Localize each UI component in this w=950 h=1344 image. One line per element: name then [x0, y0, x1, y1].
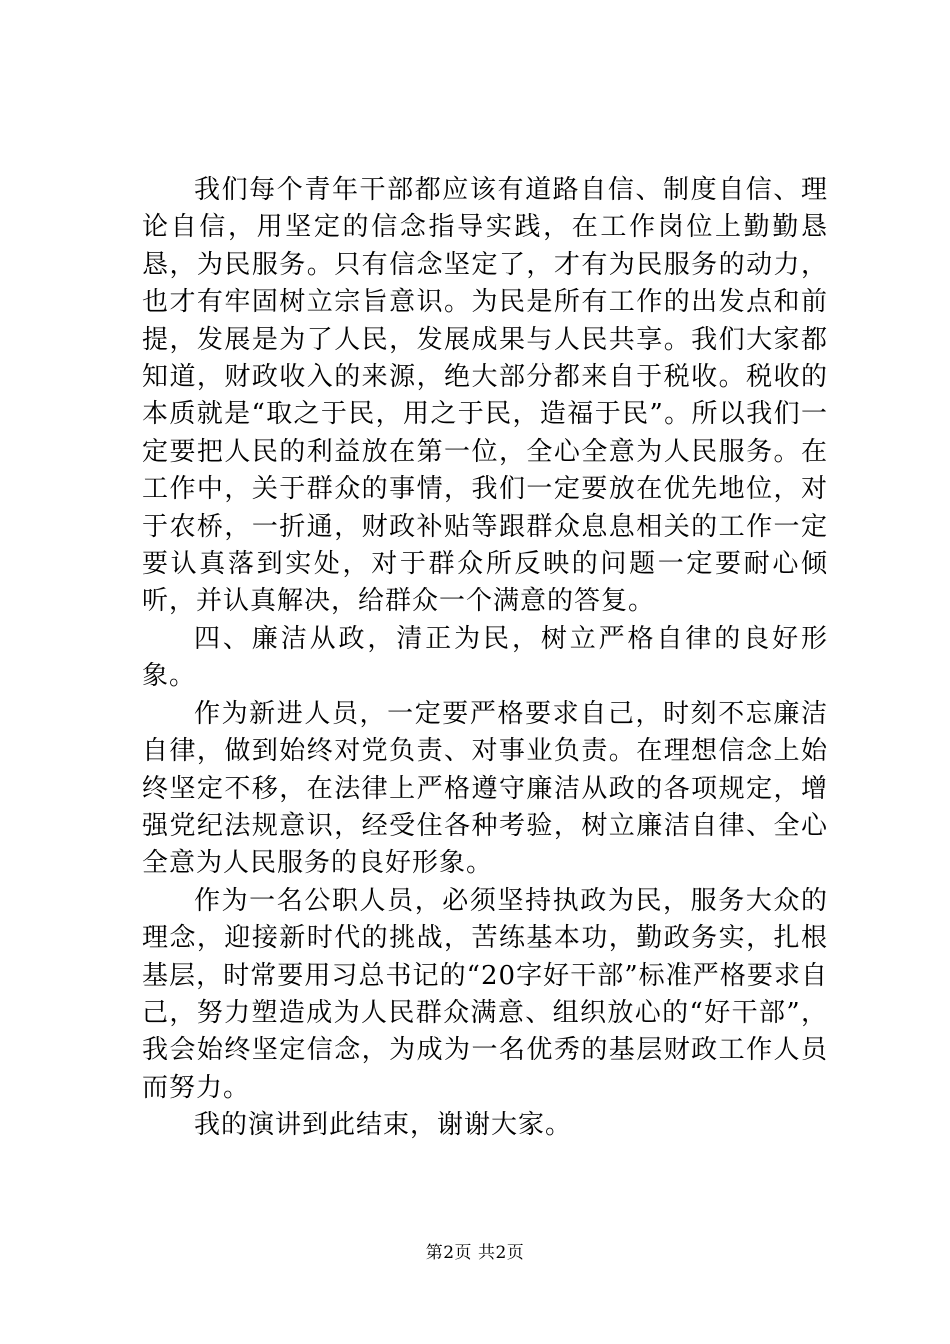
- page-footer: [0, 1242, 950, 1264]
- paragraph-closing: 我的演讲到此结束，谢谢大家。: [194, 1110, 573, 1141]
- section-heading-integrity: 四、廉洁从政，清正为民，树立严格自律的良好形象。: [142, 623, 828, 692]
- paragraph-public-servant: 作为一名公职人员，必须坚持执政为民，服务大众的理念，迎接新时代的挑战，苦练基本功，勤政务实，扎根基层，时常要用习总书记的“20字好干部”标准严格要求自己，努力塑造成为人民群众满意、组织放心的“好干部”，我会始终坚定信念，为成为一名优秀的基层财政工作人员而努力。: [142, 885, 828, 1103]
- page-number: 第2页 共2页: [425, 1243, 525, 1263]
- document-body: [142, 172, 828, 1145]
- paragraph-self-discipline: 作为新进人员，一定要严格要求自己，时刻不忘廉洁自律，做到始终对党负责、对事业负责。在理想信念上始终坚定不移，在法律上严格遵守廉洁从政的各项规定，增强党纪法规意识，经受住各种考验，树立廉洁自律、全心全意为人民服务的良好形象。: [142, 698, 828, 879]
- paragraph-service-to-people: 我们每个青年干部都应该有道路自信、制度自信、理论自信，用坚定的信念指导实践，在工作岗位上勤勤恳恳，为民服务。只有信念坚定了，才有为民服务的动力，也才有牢固树立宗旨意识。为民是所有工作的出发点和前提，发展是为了人民，发展成果与人民共享。我们大家都知道，财政收入的来源，绝大部分都来自于税收。税收的本质就是“取之于民，用之于民，造福于民”。所以我们一定要把人民的利益放在第一位，全心全意为人民服务。在工作中，关于群众的事情，我们一定要放在优先地位，对于农桥，一折通，财政补贴等跟群众息息相关的工作一定要认真落到实处，对于群众所反映的问题一定要耐心倾听，并认真解决，给群众一个满意的答复。: [142, 175, 828, 617]
